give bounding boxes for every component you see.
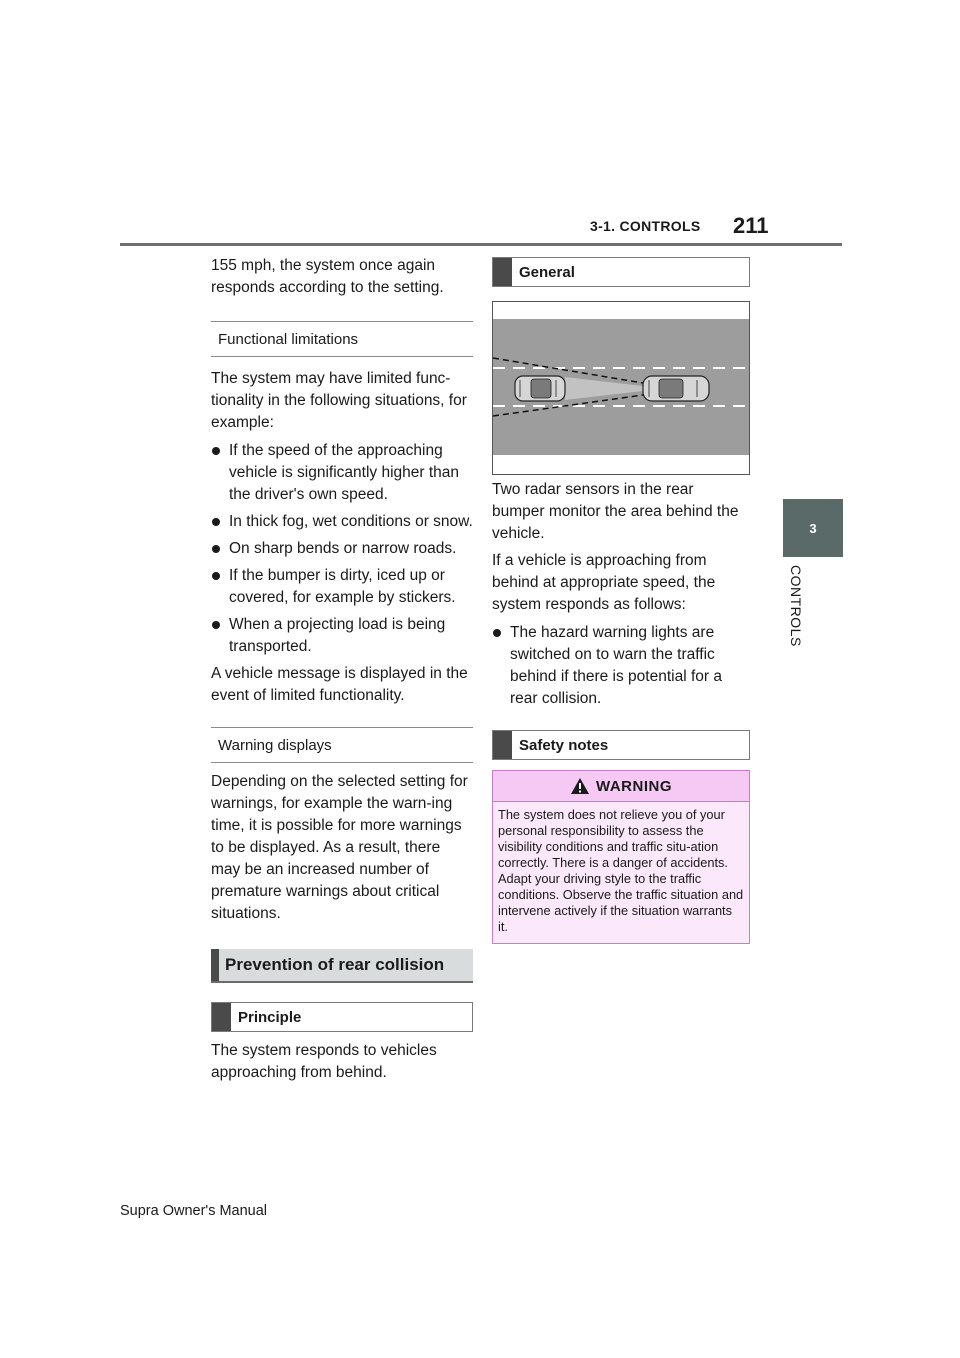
- warning-title: WARNING: [596, 777, 672, 795]
- radar-illustration: [492, 301, 750, 475]
- list-item: On sharp bends or narrow roads.: [211, 538, 473, 560]
- chapter-number: 3: [809, 520, 817, 536]
- list-item: If the bumper is dirty, iced up or covered, for example by stickers.: [211, 565, 473, 609]
- principle-paragraph: The system responds to vehicles approaching from behind.: [211, 1042, 437, 1081]
- subheading-warning-displays: [211, 727, 473, 763]
- radar-paragraph: Two radar sensors in the rear bumper monitor the area behind the vehicle.: [492, 481, 739, 542]
- subheading-text: Functional limitations: [218, 330, 359, 348]
- heading-bar: [493, 258, 512, 286]
- box-heading-principle: [211, 1002, 473, 1032]
- list-item: The hazard warning lights are switched on to warn the traffic behind if there is potential for a rear collision.: [492, 622, 750, 710]
- warning-box: [492, 770, 750, 944]
- heading-bar: [211, 949, 219, 981]
- box-heading-text: General: [519, 263, 575, 281]
- list-item: When a projecting load is being transported.: [211, 614, 473, 658]
- subheading-text: Warning displays: [218, 736, 332, 754]
- footer-title: Supra Owner's Manual: [120, 1203, 268, 1219]
- list-item: If the speed of the approaching vehicle is significantly higher than the driver's own speed.: [211, 440, 473, 506]
- road-diagram: [493, 302, 749, 474]
- box-heading-text: Principle: [238, 1008, 302, 1026]
- approach-paragraph: If a vehicle is approaching from behind at appropriate speed, the system responds as follows:: [492, 552, 716, 613]
- warning-header: [493, 771, 749, 802]
- limitations-paragraph: The system may have limited func-tionality in the following situations, for example:: [211, 370, 467, 431]
- subheading-functional-limitations: [211, 321, 473, 357]
- chapter-label: [788, 565, 804, 665]
- limitations-list: [211, 440, 473, 658]
- warning-triangle-icon: [570, 777, 590, 795]
- chapter-tab: [783, 499, 843, 557]
- box-heading-text: Safety notes: [519, 736, 609, 754]
- list-item: In thick fog, wet conditions or snow.: [211, 511, 473, 533]
- warning-displays-paragraph: Depending on the selected setting for warnings, for example the warn-ing time, it is possible for more warnings to be displayed. As a result, there may be an increased number of premature warnings about critical situations.: [211, 773, 468, 922]
- section-heading: [211, 949, 473, 983]
- heading-bar: [493, 731, 512, 759]
- heading-bar: [212, 1003, 231, 1031]
- page-number: 211: [733, 213, 769, 238]
- response-list: [492, 622, 750, 710]
- left-column: [211, 255, 473, 1084]
- intro-paragraph: 155 mph, the system once again responds according to the setting.: [211, 257, 444, 296]
- message-paragraph: A vehicle message is displayed in the event of limited functionality.: [211, 665, 468, 704]
- section-title: 3-1. CONTROLS: [590, 218, 701, 234]
- right-column: [492, 257, 750, 944]
- box-heading-safety-notes: [492, 730, 750, 760]
- chapter-label-text: CONTROLS: [788, 565, 804, 647]
- box-heading-general: [492, 257, 750, 287]
- section-heading-text: Prevention of rear collision: [225, 955, 445, 974]
- warning-text: The system does not relieve you of your personal responsibility to assess the visibility conditions and traffic situ-ation correctly. There is a danger of accidents. Adapt your driving style to the traffic conditions. Observe the traffic situation and intervene actively if the situation warrants it.: [493, 802, 749, 943]
- header-rule: [120, 243, 842, 246]
